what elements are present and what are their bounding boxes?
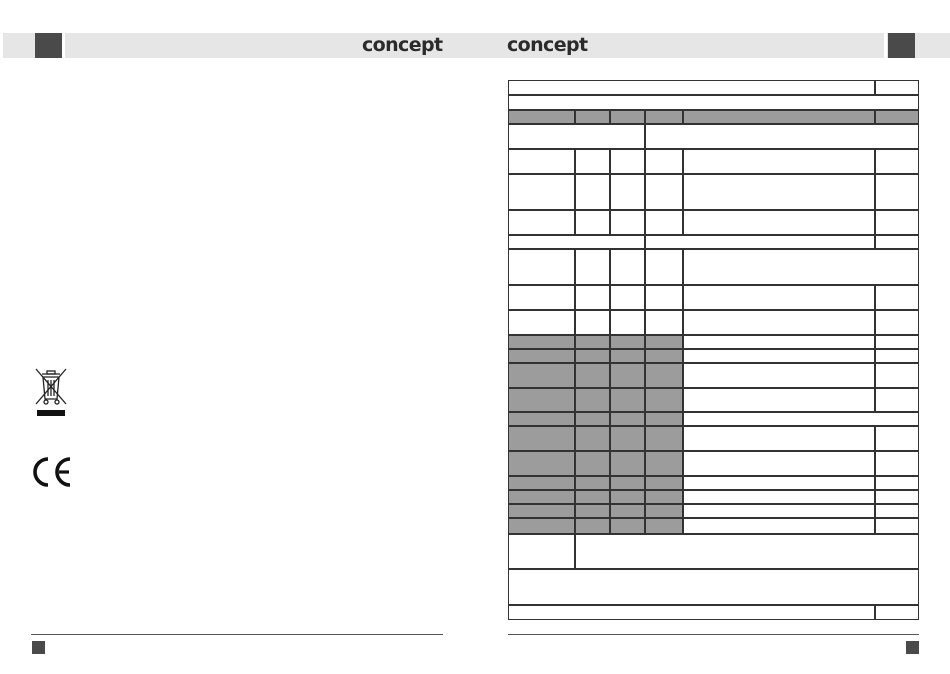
page-marker-top-right xyxy=(888,33,915,58)
table-cell-r21-c1 xyxy=(575,518,610,534)
brand-logo-left: concept xyxy=(362,34,443,56)
table-cell-r6-c0 xyxy=(508,210,575,235)
table-cell-r22-c1 xyxy=(575,534,919,569)
table-cell-r8-c4 xyxy=(683,249,919,285)
table-cell-r2-c1 xyxy=(575,110,610,124)
table-cell-r13-c5 xyxy=(875,363,919,388)
table-cell-r6-c2 xyxy=(610,210,645,235)
table-cell-r12-c0 xyxy=(508,349,575,363)
table-cell-r12-c1 xyxy=(575,349,610,363)
table-cell-r14-c1 xyxy=(575,388,610,412)
table-cell-r20-c3 xyxy=(645,504,683,518)
table-cell-r9-c3 xyxy=(645,285,683,310)
table-cell-r18-c3 xyxy=(645,476,683,490)
table-cell-r6-c4 xyxy=(683,210,875,235)
table-cell-r2-c3 xyxy=(645,110,683,124)
table-cell-r16-c2 xyxy=(610,426,645,451)
table-cell-r20-c5 xyxy=(875,504,919,518)
table-cell-r19-c2 xyxy=(610,490,645,504)
table-cell-r15-c2 xyxy=(610,412,645,426)
table-cell-r6-c3 xyxy=(645,210,683,235)
table-cell-r13-c3 xyxy=(645,363,683,388)
table-cell-r20-c1 xyxy=(575,504,610,518)
table-cell-r15-c3 xyxy=(645,412,683,426)
table-cell-r11-c4 xyxy=(683,335,875,349)
table-cell-r18-c5 xyxy=(875,476,919,490)
table-cell-r19-c3 xyxy=(645,490,683,504)
table-cell-r19-c0 xyxy=(508,490,575,504)
table-cell-r12-c2 xyxy=(610,349,645,363)
footer-rule-left xyxy=(31,634,443,635)
table-cell-r5-c1 xyxy=(575,174,610,210)
table-cell-r1-c0 xyxy=(508,95,919,110)
table-cell-r14-c0 xyxy=(508,388,575,412)
table-cell-r18-c4 xyxy=(683,476,875,490)
table-cell-r20-c4 xyxy=(683,504,875,518)
table-cell-r3-c1 xyxy=(645,124,919,149)
table-cell-r7-c2 xyxy=(875,235,919,249)
table-cell-r2-c4 xyxy=(683,110,875,124)
table-cell-r20-c2 xyxy=(610,504,645,518)
table-cell-r10-c5 xyxy=(875,310,919,335)
table-cell-r5-c3 xyxy=(645,174,683,210)
table-cell-r5-c0 xyxy=(508,174,575,210)
table-cell-r0-c1 xyxy=(875,80,919,95)
table-cell-r14-c3 xyxy=(645,388,683,412)
table-cell-r8-c2 xyxy=(610,249,645,285)
header-band-gap-left xyxy=(62,33,65,58)
table-cell-r16-c1 xyxy=(575,426,610,451)
table-cell-r8-c0 xyxy=(508,249,575,285)
table-cell-r12-c5 xyxy=(875,349,919,363)
table-cell-r17-c3 xyxy=(645,451,683,476)
table-cell-r4-c4 xyxy=(683,149,875,174)
table-cell-r11-c1 xyxy=(575,335,610,349)
table-cell-r10-c3 xyxy=(645,310,683,335)
table-cell-r21-c2 xyxy=(610,518,645,534)
table-cell-r2-c5 xyxy=(875,110,919,124)
table-cell-r7-c1 xyxy=(645,235,875,249)
table-cell-r11-c5 xyxy=(875,335,919,349)
table-cell-r21-c3 xyxy=(645,518,683,534)
table-cell-r10-c1 xyxy=(575,310,610,335)
table-cell-r14-c5 xyxy=(875,388,919,412)
page-marker-top-left xyxy=(35,33,62,58)
table-cell-r16-c4 xyxy=(683,426,875,451)
table-cell-r3-c0 xyxy=(508,124,645,149)
table-cell-r22-c0 xyxy=(508,534,575,569)
table-cell-r10-c4 xyxy=(683,310,875,335)
table-cell-r16-c3 xyxy=(645,426,683,451)
table-cell-r4-c0 xyxy=(508,149,575,174)
table-cell-r21-c0 xyxy=(508,518,575,534)
table-cell-r9-c0 xyxy=(508,285,575,310)
table-cell-r11-c2 xyxy=(610,335,645,349)
table-cell-r11-c0 xyxy=(508,335,575,349)
table-cell-r9-c4 xyxy=(683,285,875,310)
header-band-edge-left xyxy=(0,33,3,58)
table-cell-r9-c1 xyxy=(575,285,610,310)
table-cell-r2-c2 xyxy=(610,110,645,124)
table-cell-r5-c4 xyxy=(683,174,875,210)
table-cell-r9-c5 xyxy=(875,285,919,310)
table-cell-r16-c0 xyxy=(508,426,575,451)
table-cell-r13-c4 xyxy=(683,363,875,388)
table-cell-r18-c1 xyxy=(575,476,610,490)
table-cell-r10-c2 xyxy=(610,310,645,335)
table-cell-r13-c2 xyxy=(610,363,645,388)
table-cell-r12-c4 xyxy=(683,349,875,363)
table-cell-r13-c0 xyxy=(508,363,575,388)
table-cell-r17-c4 xyxy=(683,451,875,476)
table-cell-r15-c1 xyxy=(575,412,610,426)
table-cell-r9-c2 xyxy=(610,285,645,310)
table-cell-r23-c0 xyxy=(508,569,919,605)
table-cell-r24-c1 xyxy=(875,605,919,620)
crossed-out-wheelie-bin-icon xyxy=(31,366,71,421)
table-cell-r20-c0 xyxy=(508,504,575,518)
table-cell-r4-c1 xyxy=(575,149,610,174)
table-cell-r17-c0 xyxy=(508,451,575,476)
table-cell-r15-c4 xyxy=(683,412,919,426)
table-cell-r11-c3 xyxy=(645,335,683,349)
table-cell-r13-c1 xyxy=(575,363,610,388)
table-cell-r14-c2 xyxy=(610,388,645,412)
brand-logo-right: concept xyxy=(507,34,588,56)
table-cell-r5-c5 xyxy=(875,174,919,210)
table-cell-r17-c2 xyxy=(610,451,645,476)
table-cell-r4-c3 xyxy=(645,149,683,174)
table-cell-r5-c2 xyxy=(610,174,645,210)
table-cell-r19-c1 xyxy=(575,490,610,504)
footer-rule-right xyxy=(508,634,919,635)
table-cell-r18-c2 xyxy=(610,476,645,490)
table-cell-r8-c3 xyxy=(645,249,683,285)
table-cell-r8-c1 xyxy=(575,249,610,285)
table-cell-r2-c0 xyxy=(508,110,575,124)
table-cell-r6-c5 xyxy=(875,210,919,235)
table-cell-r4-c2 xyxy=(610,149,645,174)
table-cell-r0-c0 xyxy=(508,80,875,95)
table-cell-r14-c4 xyxy=(683,388,875,412)
table-cell-r18-c0 xyxy=(508,476,575,490)
specification-table xyxy=(508,80,919,620)
table-cell-r17-c1 xyxy=(575,451,610,476)
table-cell-r6-c1 xyxy=(575,210,610,235)
table-cell-r21-c5 xyxy=(875,518,919,534)
table-cell-r21-c4 xyxy=(683,518,875,534)
table-cell-r4-c5 xyxy=(875,149,919,174)
table-cell-r19-c4 xyxy=(683,490,875,504)
table-cell-r12-c3 xyxy=(645,349,683,363)
table-cell-r17-c5 xyxy=(875,451,919,476)
header-band-gap-right xyxy=(884,33,887,58)
table-cell-r19-c5 xyxy=(875,490,919,504)
page-marker-bottom-right xyxy=(906,641,919,654)
page-marker-bottom-left xyxy=(32,641,45,654)
table-cell-r24-c0 xyxy=(508,605,875,620)
table-cell-r15-c0 xyxy=(508,412,575,426)
table-cell-r10-c0 xyxy=(508,310,575,335)
table-cell-r7-c0 xyxy=(508,235,645,249)
ce-mark-icon xyxy=(30,456,74,488)
table-cell-r16-c5 xyxy=(875,426,919,451)
